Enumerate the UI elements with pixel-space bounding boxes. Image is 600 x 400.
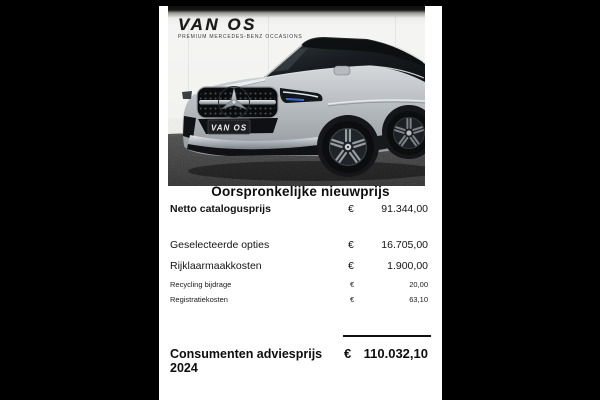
price-row-netto-catalogusprijs: [170, 203, 428, 215]
price-value: 20,00: [409, 280, 428, 289]
dealer-logo-tagline: PREMIUM MERCEDES-BENZ OCCASIONS: [178, 34, 303, 40]
euro-symbol: €: [348, 260, 354, 272]
euro-symbol: €: [348, 203, 354, 215]
total-label: Consumenten adviesprijs 2024: [170, 347, 323, 375]
price-label: Rijklaarmaakkosten: [170, 260, 262, 272]
total-row: [170, 346, 428, 375]
price-label: Geselecteerde opties: [170, 239, 270, 251]
price-value: 63,10: [409, 295, 428, 304]
euro-symbol: €: [350, 295, 355, 304]
euro-symbol: €: [344, 346, 352, 361]
total-divider: [343, 335, 431, 337]
price-row-recycling-bijdrage: [170, 280, 428, 289]
total-value: 110.032,10: [363, 346, 428, 361]
price-label: Recycling bijdrage: [170, 280, 232, 289]
price-row-rijklaarmaakkosten: [170, 260, 428, 272]
content-panel: [159, 6, 442, 400]
dealer-logo-text: VAN OS: [178, 15, 257, 34]
euro-symbol: €: [350, 280, 355, 289]
price-label: Registratiekosten: [170, 295, 228, 304]
price-sheet-heading: Oorspronkelijke nieuwprijs: [211, 184, 390, 199]
price-row-registratiekosten: [170, 295, 428, 304]
price-value: 1.900,00: [387, 260, 428, 272]
price-sheet: [159, 6, 442, 400]
price-label: Netto catalogusprijs: [170, 203, 271, 215]
euro-symbol: €: [348, 239, 354, 251]
price-row-geselecteerde-opties: [170, 239, 428, 251]
license-plate-text: VAN OS: [210, 123, 248, 133]
price-value: 16.705,00: [381, 239, 428, 251]
price-value: 91.344,00: [381, 203, 428, 215]
